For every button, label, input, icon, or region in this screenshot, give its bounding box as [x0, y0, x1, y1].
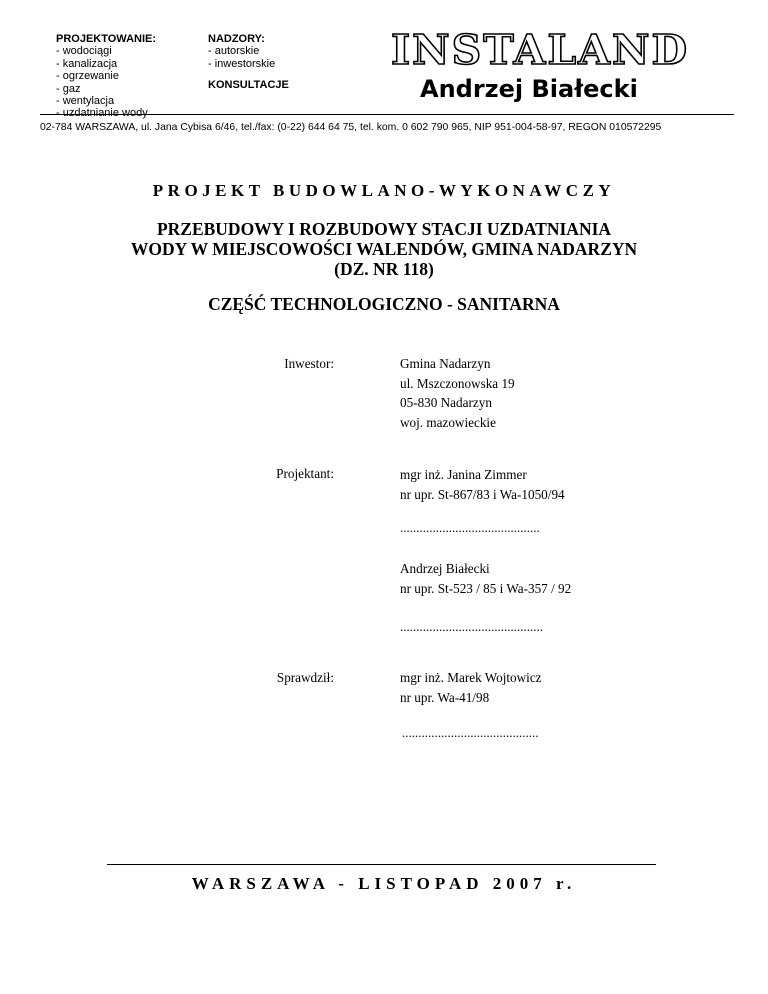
investor-line: ul. Mszczonowska 19	[400, 375, 515, 391]
checker-signature-line: ..........................................	[402, 725, 539, 740]
designer-2-name: Andrzej Białecki	[400, 561, 490, 576]
designer-1-name: mgr inż. Janina Zimmer	[400, 467, 527, 482]
investor-line: Gmina Nadarzyn	[400, 356, 491, 371]
footer-divider	[107, 864, 656, 865]
document-part: CZĘŚĆ TECHNOLOGICZNO - SANITARNA	[208, 294, 560, 314]
checker-license: nr upr. Wa-41/98	[400, 689, 490, 705]
designer-2-license: nr upr. St-523 / 85 i Wa-357 / 92	[400, 580, 572, 596]
checker-details	[400, 668, 542, 707]
company-logo: INSTALAND	[390, 26, 689, 74]
project-type: PROJEKT BUDOWLANO-WYKONAWCZY	[152, 181, 616, 200]
supervision-item: - inwestorskie	[208, 57, 276, 70]
place-and-date: WARSZAWA - LISTOPAD 2007 r.	[191, 874, 577, 893]
designer-2-signature-line: ............................................	[400, 619, 543, 634]
consulting-label: KONSULTACJE	[208, 79, 289, 91]
supervision-item: - autorskie	[208, 45, 260, 58]
investor-line: woj. mazowieckie	[400, 414, 496, 430]
supervision-services-list	[208, 33, 275, 70]
designer-1-details	[400, 465, 565, 504]
checker-name: mgr inż. Marek Wojtowicz	[400, 670, 542, 685]
designer-label: Projektant:	[276, 466, 334, 481]
checker-label: Sprawdził:	[276, 670, 334, 685]
designer-1-license: nr upr. St-867/83 i Wa-1050/94	[400, 486, 565, 502]
designer-1-signature-line: ...........................................	[400, 520, 540, 535]
header-divider	[40, 114, 734, 115]
company-address: 02-784 WARSZAWA, ul. Jana Cybisa 6/46, tel./fax: (0-22) 644 64 75, tel. kom. 0 602 790 965, NIP 951-004-58-97, REGON 010572295	[40, 122, 662, 133]
design-service-item: - kanalizacja	[56, 57, 118, 70]
design-services-heading: PROJEKTOWANIE:	[56, 33, 157, 45]
design-service-item: - gaz	[56, 82, 81, 95]
design-service-item: - wodociągi	[56, 45, 112, 58]
investor-label: Inwestor:	[284, 356, 334, 371]
project-title-line: PRZEBUDOWY I ROZBUDOWY STACJI UZDATNIANIA	[156, 219, 612, 239]
project-title-line: WODY W MIEJSCOWOŚCI WALENDÓW, GMINA NADARZYN	[130, 239, 638, 259]
design-service-item: - wentylacja	[56, 95, 115, 108]
investor-details	[400, 354, 515, 432]
project-title-line: (DZ. NR 118)	[334, 259, 434, 279]
supervision-heading: NADZORY:	[208, 33, 265, 45]
design-service-item: - ogrzewanie	[56, 70, 119, 83]
designer-2-details	[400, 559, 571, 598]
investor-line: 05-830 Nadarzyn	[400, 395, 492, 410]
design-service-item: - uzdatnianie wody	[56, 107, 148, 120]
design-services-list	[56, 33, 156, 120]
company-owner: Andrzej Białecki	[420, 75, 638, 103]
